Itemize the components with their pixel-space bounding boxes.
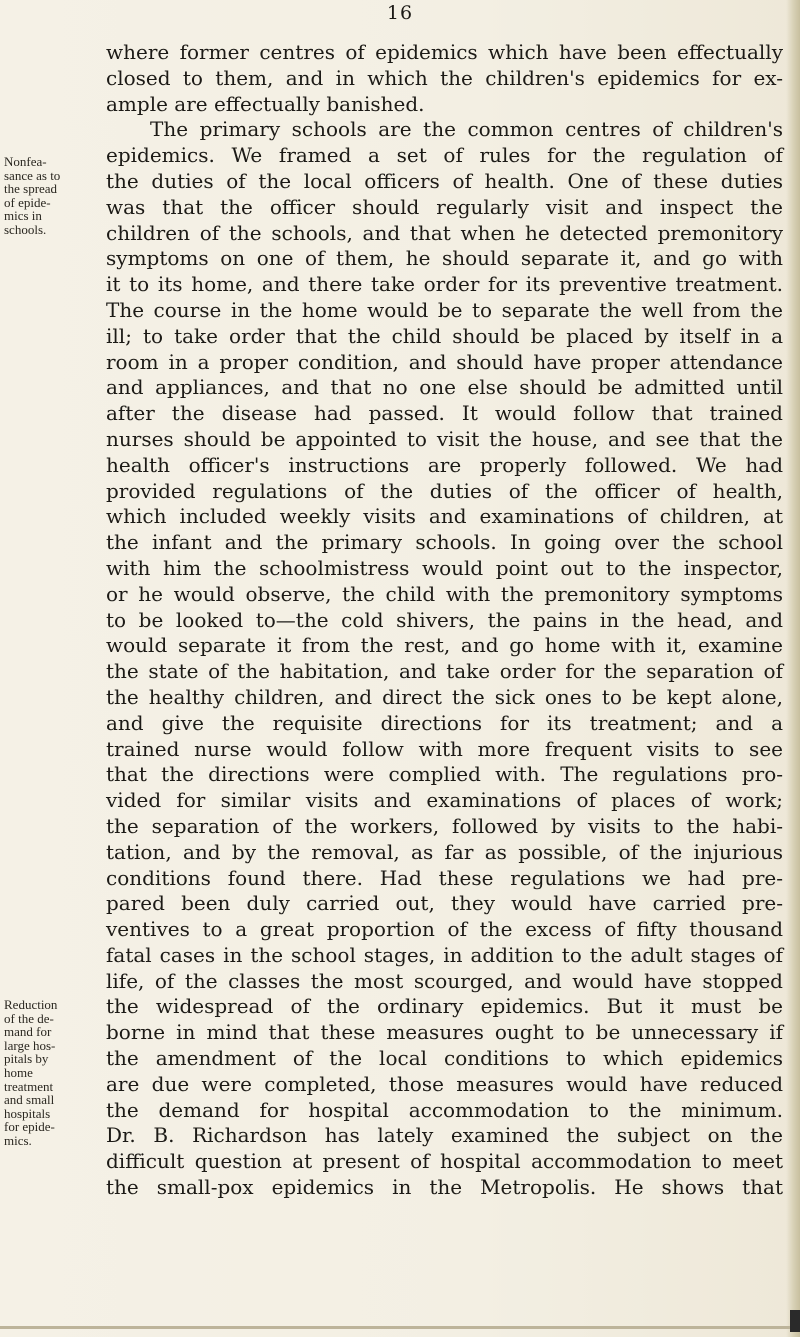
text-line: with him the schoolmistress would point out to the inspector, [106, 555, 783, 580]
text-line: the infant and the primary schools. In going over the school [106, 530, 783, 555]
text-line: was that the officer should regularly visit and inspect the [106, 194, 783, 219]
scan-edge-mark [790, 1310, 800, 1332]
text-line: epidemics. We framed a set of rules for the regulation of [106, 143, 783, 168]
text-line: provided regulations of the duties of the officer of health, [106, 478, 783, 503]
text-line: and give the requisite directions for its treatment; and a [106, 710, 783, 735]
margin-note-line: treatment [4, 1078, 54, 1094]
margin-note-nonfeasance [4, 155, 100, 237]
text-line: the separation of the workers, followed by visits to the habi- [106, 813, 783, 838]
margin-note-line: for epide- [4, 1119, 55, 1135]
text-line: children of the schools, and that when he detected premonitory [106, 220, 783, 245]
text-line: trained nurse would follow with more frequent visits to see [106, 736, 783, 761]
margin-note-line: mics in [4, 208, 42, 224]
page-edge-shadow [786, 0, 800, 1337]
margin-note-line: mand for [4, 1024, 52, 1040]
text-line: are due were completed, those measures would have reduced [106, 1071, 783, 1096]
text-line: The course in the home would be to separate the well from the [106, 297, 783, 322]
text-line: tation, and by the removal, as far as possible, of the injurious [106, 839, 783, 864]
text-line: room in a proper condition, and should have proper attendance [106, 349, 783, 374]
margin-note-line: hospitals [4, 1105, 51, 1121]
text-line: nurses should be appointed to visit the house, and see that the [106, 426, 783, 451]
margin-note-reduction [4, 998, 100, 1148]
margin-note-line: home [4, 1064, 33, 1080]
text-line: vided for similar visits and examinations of places of work; [106, 788, 783, 813]
text-line: it to its home, and there take order for its preventive treatment. [106, 272, 783, 297]
margin-note-line: Reduction [4, 997, 58, 1012]
text-line: which included weekly visits and examinations of children, at [106, 504, 783, 529]
page-bottom-edge [0, 1326, 790, 1329]
margin-note-line: the spread [4, 181, 58, 197]
text-line: closed to them, and in which the children's epidemics for ex- [106, 65, 783, 90]
margin-note-line: of epide- [4, 194, 51, 210]
body-text [106, 40, 783, 1201]
text-line: the widespread of the ordinary epidemics. But it must be [106, 994, 783, 1019]
margin-note-line: and small [4, 1092, 55, 1108]
text-line: the small-pox epidemics in the Metropolis. He shows that [106, 1175, 783, 1200]
text-line: to be looked to—the cold shivers, the pains in the head, and [106, 607, 783, 632]
text-line: ample are effectually banished. [106, 91, 425, 116]
text-line: conditions found there. Had these regulations we had pre- [106, 865, 783, 890]
margin-note-line: mics. [4, 1132, 32, 1148]
text-line: the duties of the local officers of health. One of these duties [106, 168, 783, 193]
margin-note-line: of the de- [4, 1010, 54, 1026]
margin-note-line: large hos- [4, 1037, 56, 1053]
text-line: or he would observe, the child with the premonitory symptoms [106, 581, 783, 606]
text-line: the state of the habitation, and take order for the separation of [106, 659, 783, 684]
margin-note-line: Nonfea- [4, 154, 47, 169]
text-line: the demand for hospital accommodation to the minimum. [106, 1097, 783, 1122]
margin-note-line: pitals by [4, 1051, 49, 1067]
text-line: symptoms on one of them, he should separate it, and go with [106, 246, 783, 271]
text-line: health officer's instructions are properly followed. We had [106, 452, 783, 477]
text-line: ventives to a great proportion of the excess of fifty thousand [106, 917, 783, 942]
text-line: that the directions were complied with. The regulations pro- [106, 762, 783, 787]
text-line: and appliances, and that no one else should be admitted until [106, 375, 783, 400]
text-line: the amendment of the local conditions to which epidemics [106, 1046, 783, 1071]
margin-note-line: sance as to [4, 167, 61, 183]
text-line: would separate it from the rest, and go home with it, examine [106, 633, 783, 658]
text-line: life, of the classes the most scourged, and would have stopped [106, 968, 783, 993]
text-line: pared been duly carried out, they would have carried pre- [106, 891, 783, 916]
text-line: where former centres of epidemics which have been effectually [106, 40, 783, 64]
text-line: The primary schools are the common centres of children's [150, 117, 783, 142]
text-line: the healthy children, and direct the sick ones to be kept alone, [106, 684, 783, 709]
text-line: difficult question at present of hospital accommodation to meet [106, 1149, 783, 1174]
text-line: Dr. B. Richardson has lately examined the subject on the [106, 1123, 783, 1148]
margin-note-line: schools. [4, 221, 47, 237]
text-line: after the disease had passed. It would follow that trained [106, 401, 783, 426]
text-line: ill; to take order that the child should be placed by itself in a [106, 323, 783, 348]
text-line: borne in mind that these measures ought to be unnecessary if [106, 1020, 783, 1045]
page-number: 16 [386, 2, 414, 24]
text-line: fatal cases in the school stages, in addition to the adult stages of [106, 942, 783, 967]
